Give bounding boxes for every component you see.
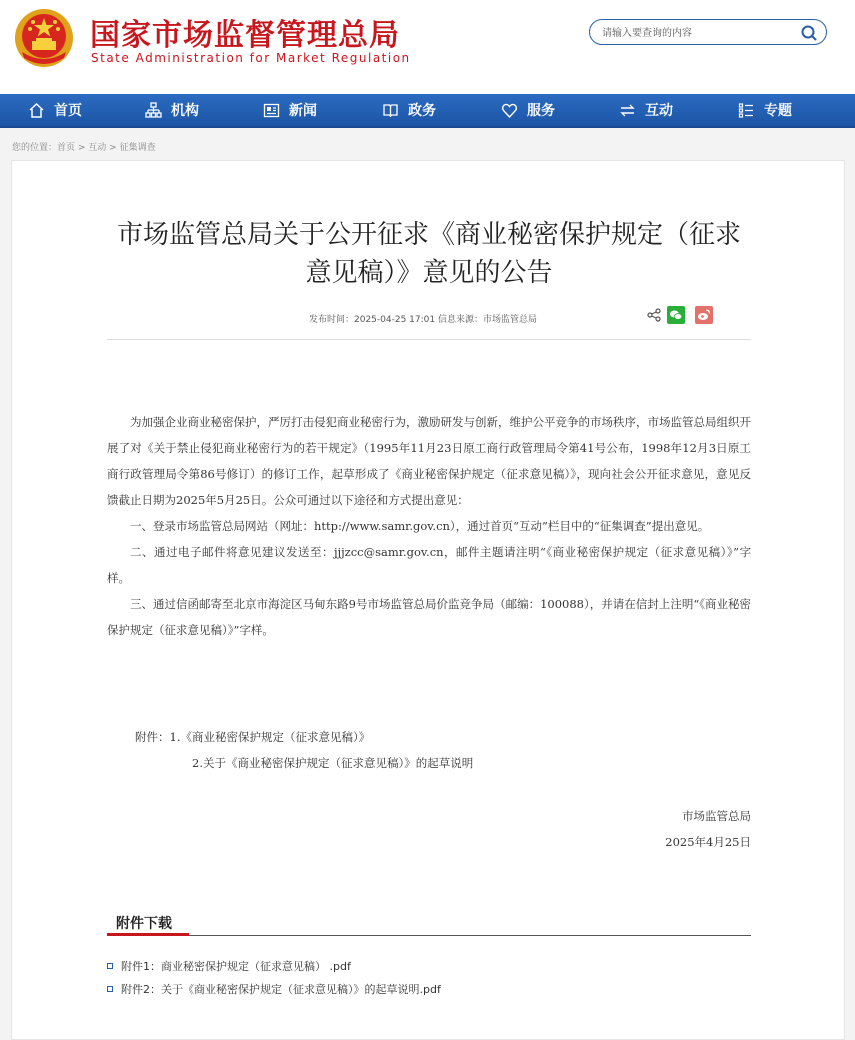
downloads-accent-bar xyxy=(107,933,189,936)
article-body xyxy=(107,409,751,643)
nav-item-interact[interactable] xyxy=(619,94,673,126)
signature-org: 市场监管总局 xyxy=(682,809,751,823)
nav-item-label: 机构 xyxy=(171,103,199,119)
wechat-icon xyxy=(667,306,685,324)
breadcrumb-link-interact[interactable]: 互动 xyxy=(88,143,107,153)
nav-item-org[interactable] xyxy=(145,94,199,126)
search-box xyxy=(589,19,827,45)
site-subtitle: State Administration for Market Regulation xyxy=(91,51,411,65)
wechat-share-button[interactable] xyxy=(667,306,685,324)
attachment-note-1: 附件：1.《商业秘密保护规定（征求意见稿）》 xyxy=(135,730,371,744)
book-icon xyxy=(382,102,399,119)
nav-item-affairs[interactable] xyxy=(382,94,436,126)
newspaper-icon xyxy=(263,102,280,119)
breadcrumb-prefix: 您的位置： xyxy=(12,143,58,153)
national-emblem-icon xyxy=(14,8,74,68)
breadcrumb-link-home[interactable]: 首页 xyxy=(57,143,76,153)
bullet-square-icon xyxy=(107,963,113,969)
nav-item-home[interactable] xyxy=(28,94,82,126)
nav-item-label: 新闻 xyxy=(289,103,317,119)
download-link-label: 附件2：关于《商业秘密保护规定（征求意见稿）》的起草说明.pdf xyxy=(121,983,441,996)
home-icon xyxy=(28,102,45,119)
breadcrumb-link-survey[interactable]: 征集调查 xyxy=(119,143,156,153)
list-icon xyxy=(738,102,755,119)
article-card xyxy=(11,160,845,1040)
nav-item-label: 政务 xyxy=(408,103,436,119)
site-title: 国家市场监督管理总局 xyxy=(90,18,400,53)
nav-item-label: 服务 xyxy=(527,103,555,119)
body-paragraph: 为加强企业商业秘密保护，严厉打击侵犯商业秘密行为，激励研发与创新，维护公平竞争的市场秩序，市场监管总局组织开展了对《关于禁止侵犯商业秘密行为的若干规定》（1995年11月23日原工商行政管理局令第41号公布，1998年12月3日原工商行政管理局令第86号修订）的修订工作，起草形成了《商业秘密保护规定（征求意见稿）》，现向社会公开征求意见，意见反馈截止日期为2025年5月25日。公众可通过以下途径和方式提出意见： xyxy=(107,415,751,507)
signature-date: 2025年4月25日 xyxy=(665,835,751,849)
download-link-label: 附件1：商业秘密保护规定（征求意见稿） .pdf xyxy=(121,960,351,973)
download-link-2[interactable] xyxy=(107,981,441,997)
breadcrumb-separator: > xyxy=(106,143,120,153)
exchange-icon xyxy=(619,102,636,119)
download-link-1[interactable] xyxy=(107,958,351,974)
body-paragraph: 三、通过信函邮寄至北京市海淀区马甸东路9号市场监管总局价监竞争局（邮编：100088），并请在信封上注明“《商业秘密保护规定（征求意见稿）》”字样。 xyxy=(107,597,751,637)
downloads-heading: 附件下载 xyxy=(116,916,172,932)
signature xyxy=(512,803,751,855)
article-meta: 发布时间：2025-04-25 17:01 信息来源：市场监管总局 xyxy=(309,315,537,325)
search-icon[interactable] xyxy=(800,24,818,42)
body-paragraph: 二、通过电子邮件将意见建议发送至：jjjzcc@samr.gov.cn，邮件主题请注明“《商业秘密保护规定（征求意见稿）》”字样。 xyxy=(107,545,751,585)
weibo-share-button[interactable] xyxy=(695,306,713,324)
article-title: 市场监管总局关于公开征求《商业秘密保护规定（征求意见稿）》意见的公告 xyxy=(116,220,741,288)
nav-item-label: 首页 xyxy=(54,103,82,119)
downloads-divider xyxy=(107,935,751,936)
nav-item-topics[interactable] xyxy=(738,94,792,126)
attachment-note-2: 2.关于《商业秘密保护规定（征求意见稿）》的起草说明 xyxy=(192,756,474,770)
search-input[interactable] xyxy=(600,23,794,43)
site-header xyxy=(0,0,855,94)
heart-icon xyxy=(501,102,518,119)
nav-item-service[interactable] xyxy=(501,94,555,126)
breadcrumb-separator: > xyxy=(75,143,89,153)
breadcrumb xyxy=(12,140,156,153)
weibo-icon xyxy=(695,306,713,324)
share-icon[interactable] xyxy=(647,308,661,322)
nav-item-label: 专题 xyxy=(764,103,792,119)
bullet-square-icon xyxy=(107,986,113,992)
body-paragraph: 一、登录市场监管总局网站（网址：http://www.samr.gov.cn），通过首页“互动”栏目中的“征集调查”提出意见。 xyxy=(130,519,710,533)
title-divider xyxy=(107,339,751,340)
main-nav xyxy=(0,94,855,128)
nav-item-news[interactable] xyxy=(263,94,317,126)
nav-item-label: 互动 xyxy=(645,103,673,119)
org-chart-icon xyxy=(145,102,162,119)
